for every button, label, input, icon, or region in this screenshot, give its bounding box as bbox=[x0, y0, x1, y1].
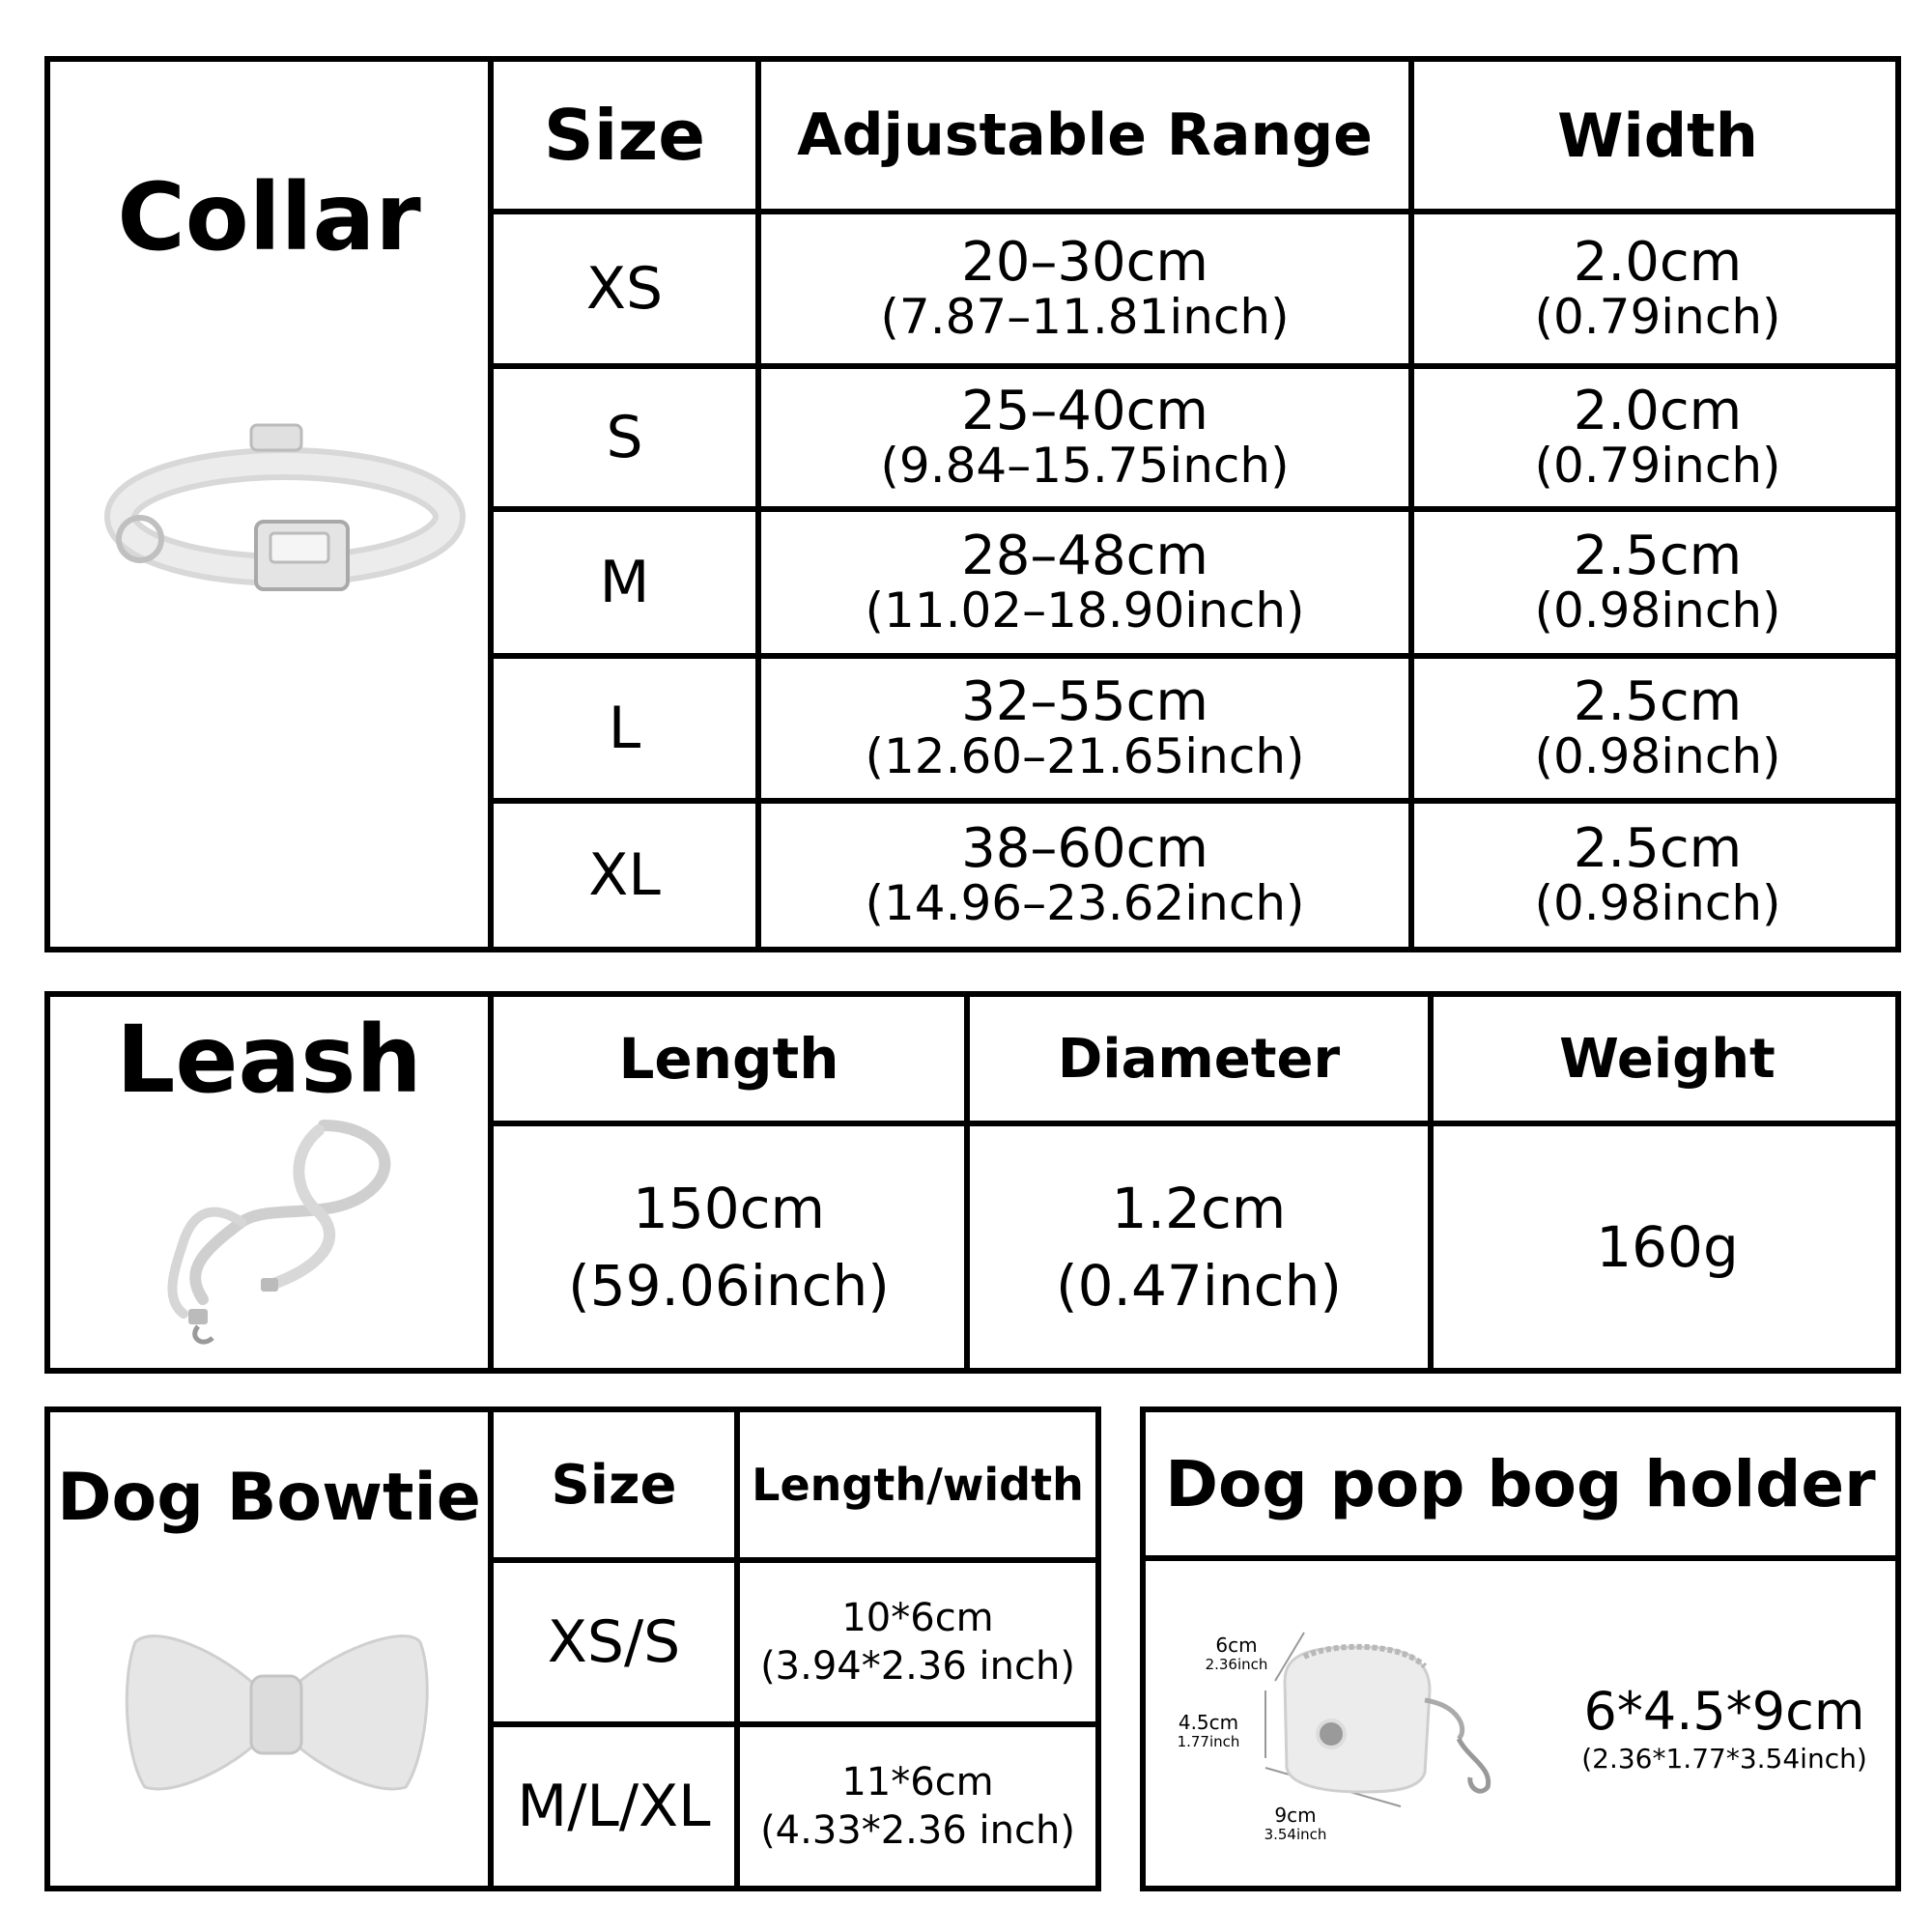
collar-width-cm: 2.5cm bbox=[1573, 817, 1743, 880]
collar-range-in: (7.87–11.81inch) bbox=[880, 289, 1290, 345]
collar-range-cm: 28–48cm bbox=[961, 525, 1208, 587]
holder-dim-depth-in: 1.77inch bbox=[1177, 1733, 1240, 1750]
collar-row-range bbox=[761, 214, 1408, 363]
bowtie-header-size: Size bbox=[551, 1453, 677, 1517]
holder-dim-length-in: 3.54inch bbox=[1264, 1826, 1327, 1843]
bowtie-dims-in: (4.33*2.36 inch) bbox=[760, 1808, 1075, 1853]
leash-diameter-value bbox=[970, 1126, 1428, 1368]
collar-row-width bbox=[1414, 512, 1901, 653]
holder-dims-cm: 6*4.5*9cm bbox=[1583, 1681, 1865, 1742]
bowtie-header-dims: Length/width bbox=[752, 1459, 1084, 1511]
collar-range-in: (14.96–23.62inch) bbox=[865, 875, 1305, 931]
collar-image bbox=[106, 425, 464, 618]
holder-dim-length bbox=[1242, 1804, 1349, 1843]
collar-row-size: L bbox=[608, 695, 641, 762]
leash-length-value bbox=[494, 1126, 964, 1368]
collar-row-width bbox=[1414, 369, 1901, 506]
collar-row-range bbox=[761, 512, 1408, 653]
holder-dimensions bbox=[1555, 1662, 1893, 1797]
collar-width-in: (0.79inch) bbox=[1534, 438, 1781, 494]
holder-title: Dog pop bog holder bbox=[1165, 1446, 1876, 1521]
collar-range-cm: 25–40cm bbox=[961, 380, 1208, 442]
collar-range-cm: 38–60cm bbox=[961, 817, 1208, 880]
collar-range-in: (12.60–21.65inch) bbox=[865, 728, 1305, 784]
collar-row-range bbox=[761, 804, 1408, 947]
holder-dim-length-cm: 9cm bbox=[1274, 1804, 1317, 1827]
collar-width-in: (0.98inch) bbox=[1534, 728, 1781, 784]
collar-width-cm: 2.0cm bbox=[1573, 380, 1743, 442]
leash-image bbox=[126, 1106, 435, 1348]
collar-width-in: (0.98inch) bbox=[1534, 875, 1781, 931]
collar-row-width bbox=[1414, 659, 1901, 798]
bowtie-title: Dog Bowtie bbox=[57, 1459, 481, 1536]
bowtie-dims-in: (3.94*2.36 inch) bbox=[760, 1644, 1075, 1689]
collar-width-cm: 2.0cm bbox=[1573, 231, 1743, 294]
bowtie-dims-cm: 11*6cm bbox=[841, 1760, 994, 1804]
collar-row-size: XS bbox=[585, 255, 664, 323]
collar-row-width bbox=[1414, 214, 1901, 363]
bowtie-row-dims bbox=[740, 1563, 1095, 1721]
collar-header-size: Size bbox=[543, 95, 706, 176]
collar-row-size: XL bbox=[588, 841, 661, 909]
holder-dims-in: (2.36*1.77*3.54inch) bbox=[1581, 1743, 1867, 1775]
leash-header-diameter: Diameter bbox=[1057, 1027, 1341, 1091]
collar-row-size: M bbox=[599, 549, 650, 616]
holder-dim-depth-cm: 4.5cm bbox=[1178, 1711, 1239, 1734]
collar-row-range bbox=[761, 659, 1408, 798]
collar-row-width bbox=[1414, 804, 1901, 947]
collar-width-cm: 2.5cm bbox=[1573, 670, 1743, 733]
holder-dim-height bbox=[1183, 1634, 1290, 1673]
collar-row-range bbox=[761, 369, 1408, 506]
holder-divider bbox=[1140, 1555, 1901, 1561]
collar-title: Collar bbox=[117, 163, 421, 271]
collar-range-in: (9.84–15.75inch) bbox=[880, 438, 1290, 494]
collar-width-cm: 2.5cm bbox=[1573, 525, 1743, 587]
collar-width-in: (0.79inch) bbox=[1534, 289, 1781, 345]
collar-header-range: Adjustable Range bbox=[797, 101, 1373, 169]
leash-weight-value: 160g bbox=[1596, 1214, 1739, 1280]
leash-header-length: Length bbox=[618, 1026, 839, 1092]
leash-title: Leash bbox=[116, 1006, 422, 1114]
collar-header-width: Width bbox=[1557, 99, 1758, 171]
bowtie-row-size: M/L/XL bbox=[517, 1773, 711, 1840]
leash-diameter-in: (0.47inch) bbox=[1056, 1253, 1342, 1319]
collar-row-size: S bbox=[606, 404, 643, 471]
leash-length-cm: 150cm bbox=[632, 1176, 826, 1241]
leash-length-in: (59.06inch) bbox=[568, 1253, 890, 1319]
bowtie-image bbox=[116, 1623, 435, 1806]
collar-range-in: (11.02–18.90inch) bbox=[865, 582, 1305, 639]
leash-header-weight: Weight bbox=[1559, 1027, 1776, 1091]
collar-range-cm: 32–55cm bbox=[961, 670, 1208, 733]
bowtie-row-size: XS/S bbox=[547, 1608, 681, 1676]
collar-range-cm: 20–30cm bbox=[961, 231, 1208, 294]
holder-dim-height-in: 2.36inch bbox=[1205, 1656, 1268, 1673]
holder-dim-depth bbox=[1155, 1712, 1262, 1750]
bowtie-row-dims bbox=[740, 1727, 1095, 1886]
bowtie-dims-cm: 10*6cm bbox=[841, 1596, 994, 1640]
leash-diameter-cm: 1.2cm bbox=[1111, 1176, 1287, 1241]
holder-dim-height-cm: 6cm bbox=[1215, 1634, 1258, 1657]
collar-width-in: (0.98inch) bbox=[1534, 582, 1781, 639]
